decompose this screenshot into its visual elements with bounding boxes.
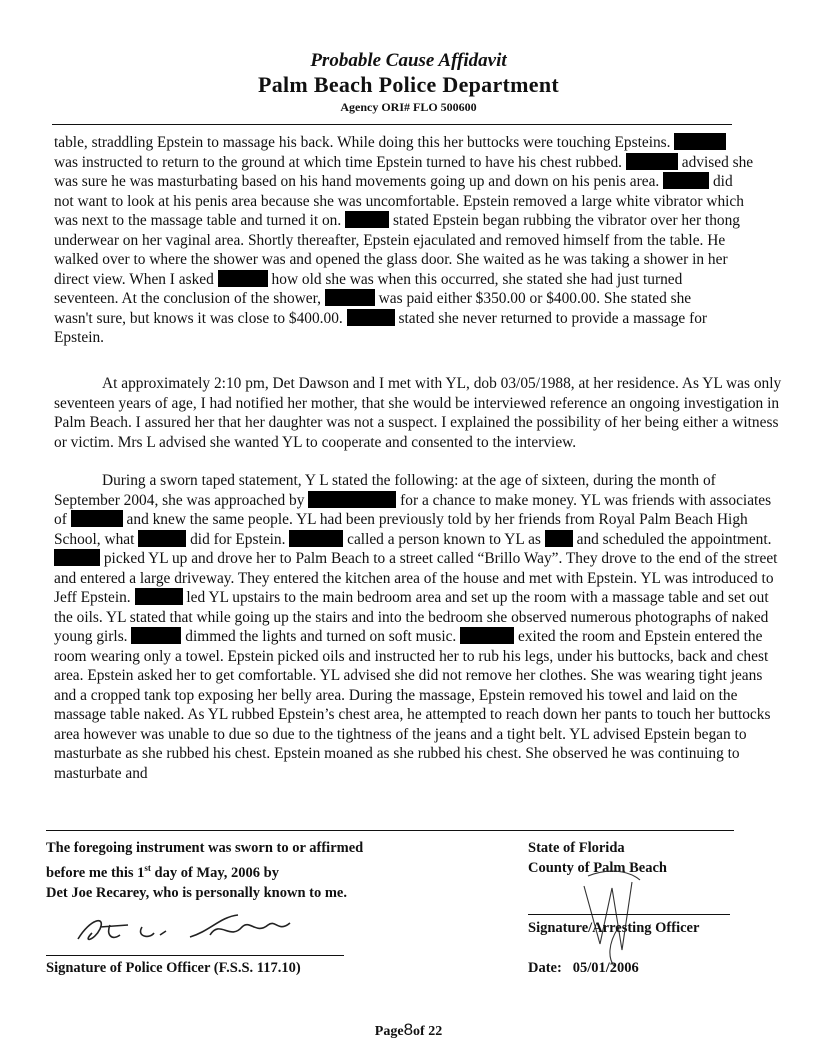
- department-name: Palm Beach Police Department: [257, 72, 560, 97]
- redaction: [325, 289, 375, 306]
- redaction: [674, 133, 726, 150]
- footer-rule: [46, 830, 734, 831]
- redaction: [545, 530, 573, 547]
- header-rule: [52, 124, 732, 125]
- arresting-signature-caption: Signature/Arresting Officer: [528, 920, 700, 936]
- redaction: [347, 309, 395, 326]
- redaction: [135, 588, 183, 605]
- arresting-signature-line: [528, 914, 730, 915]
- redaction: [663, 172, 709, 189]
- police-signature-caption: Signature of Police Officer (F.S.S. 117.10): [46, 960, 301, 976]
- narrative-paragraph-2: At approximately 2:10 pm, Det Dawson and I met with YL, dob 03/05/1988, at her residence. As YL was only seventeen years of age, I had notified her mother, that she would be interviewed reference an ongoing investigation in Palm Beach. I assured her that her daughter was not a suspect. I explained the possibility of her being either a witness or victim. Mrs L advised she wanted YL to cooperate and consented to the interview.: [54, 375, 782, 451]
- redaction: [308, 491, 396, 508]
- arresting-officer-signature: [578, 858, 658, 968]
- police-signature-line: [46, 955, 344, 956]
- redaction: [218, 270, 268, 287]
- redaction: [289, 530, 343, 547]
- redaction: [345, 211, 389, 228]
- signature-date: Date: 05/01/2006: [528, 960, 639, 976]
- redaction: [71, 510, 123, 527]
- page-number: Page8of 22: [374, 1020, 443, 1039]
- sworn-statement: The foregoing instrument was sworn to or affirmed before me this 1st day of May, 2006 by Det Joe Recarey, who is personally known to me.: [46, 840, 364, 901]
- agency-id: Agency ORI# FLO 500600: [340, 100, 477, 114]
- redaction: [626, 153, 678, 170]
- redaction: [131, 627, 181, 644]
- narrative-paragraph-3: During a sworn taped statement, Y L stated the following: at the age of sixteen, during the month of September 2004, she was approached by for a chance to make money. YL was friends with associates of and knew the same people. YL had been previously told by her friends from Royal Palm Beach High School, what did for Epstein. called a person known to YL as and scheduled the appointment. picked YL up and drove her to Palm Beach to a street called “Brillo Way”. They drove to the end of the street and entered a large driveway. They entered the kitchen area of the house and met with Epstein. YL was introduced to Jeff Epstein. led YL upstairs to the main bedroom area and set up the room with a massage table and set out the oils. YL stated that while going up the stairs and into the bedroom she observed numerous photographs of naked young girls. dimmed the lights and turned on soft music. exited the room and Epstein entered the room wearing only a towel. Epstein picked oils and instructed her to rub his legs, under his buttocks, back and chest area. Epstein asked her to get comfortable. YL advised she did not remove her clothes. She was wearing tight jeans and a cropped tank top exposing her belly area. During the massage, Epstein removed his towel and laid on the massage table naked. As YL rubbed Epstein’s chest area, he attempted to reach down her pants to touch her buttocks area however was unable to due so due to the tightness of the jeans and a tight belt. YL advised Epstein began to masturbate as she rubbed his chest. Epstein moaned as she rubbed his chest. She observed he was continuing to masturbate and: [54, 472, 778, 782]
- jurisdiction-block: State of Florida County of Palm Beach: [528, 840, 667, 876]
- redaction: [54, 549, 100, 566]
- redaction: [460, 627, 514, 644]
- document-title: Probable Cause Affidavit: [310, 50, 507, 71]
- redaction: [138, 530, 186, 547]
- narrative-paragraph-1: table, straddling Epstein to massage his back. While doing this her buttocks were touching Epsteins. was instructed to return to the ground at which time Epstein turned to have his chest rubbed. advised she was sure he was masturbating based on his hand movements going up and down on his penis area. did not want to look at his penis area because she was uncomfortable. Epstein removed a large white vibrator which was next to the massage table and turned it on. stated Epstein began rubbing the vibrator over her thong underwear on her vaginal area. Shortly thereafter, Epstein ejaculated and removed himself from the table. He walked over to where the shower was and opened the glass door. She waited as he was taking a shower in her direct view. When I asked how old she was when this occurred, she stated she had just turned seventeen. At the conclusion of the shower, was paid either $350.00 or $400.00. She stated she wasn't sure, but knows it was close to $400.00. stated she never returned to provide a massage for Epstein.: [54, 134, 754, 346]
- police-officer-signature: [70, 905, 310, 955]
